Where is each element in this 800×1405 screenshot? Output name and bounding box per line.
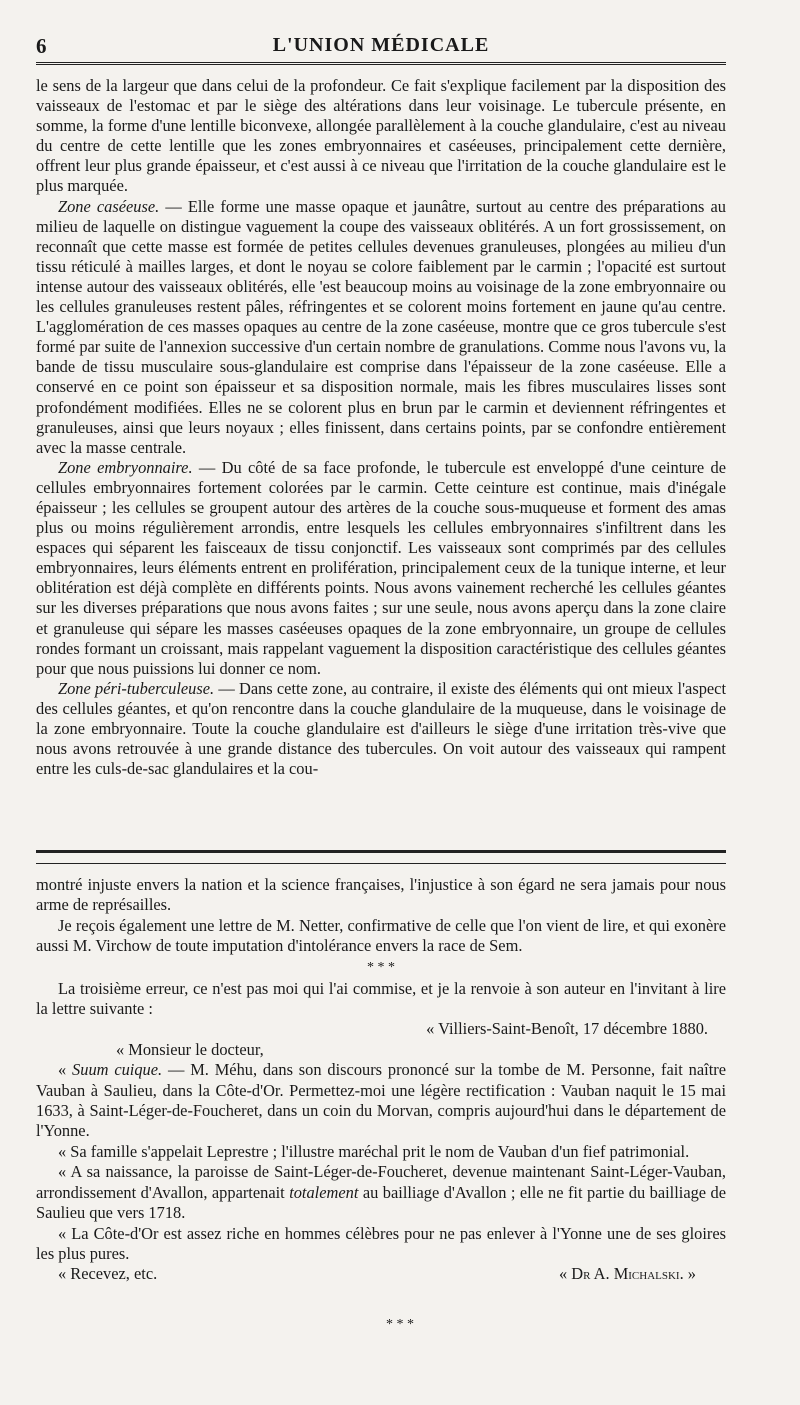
article-paragraph [36, 679, 726, 779]
emphasis: totalement [289, 1182, 359, 1202]
letter-text: au bailliage d'Avallon ; elle ne fit partie du bailliage de Saulieu que vers 1718. [36, 1182, 727, 1223]
article-paragraph: le sens de la largeur que dans celui de la profondeur. Ce fait s'explique facilement par la disposition des vaisseaux de l'estomac et par le siège des altérations dans leur voisinage. Le tubercule présente, en somme, la forme d'une lentille biconvexe, allongée parallèlement à la couche glandulaire, c'est au niveau du centre de cette lentille que les zones embryonnaires et caséeuses, principalement cette dernière, offrent leur plus grande épaisseur, et c'est aussi à ce niveau que l'irritation de la couche glandulaire est le plus marquée. [36, 76, 726, 196]
feuilleton-body [36, 875, 726, 1285]
letter-salutation: « Monsieur le docteur, [116, 1039, 264, 1059]
latin-phrase: Suum cuique. [72, 1060, 163, 1080]
letter-text: — M. Méhu, dans son discours prononcé sur la tombe de M. Personne, fait naître Vauban à Saulieu, dans la Côte-d'Or. Permettez-moi une légère rectification : Vauban naquit le 15 mai 1633, à Saint-Léger-de-Foucheret, dans un coin du Morvan, compris aujourd'hui dans le département de l'Yonne. [36, 1060, 726, 1141]
feuilleton-paragraph: montré injuste envers la nation et la science françaises, l'injustice à son égard ne sera jamais pour nous arme de représailles. [36, 875, 726, 915]
article-paragraph [36, 197, 726, 458]
page-header [36, 30, 726, 58]
article-paragraph [36, 458, 726, 679]
page-number: 6 [36, 34, 47, 58]
feuilleton-paragraph: Je reçois également une lettre de M. Netter, confirmative de celle que l'on vient de lire, et qui exonère aussi M. Virchow de toute imputation d'intolérance envers la race de Sem. [36, 915, 726, 956]
section-text: — Dans cette zone, au contraire, il existe des éléments qui ont mieux l'aspect des cellules géantes, et qu'on rencontre dans la couche glandulaire de la muqueuse, dans le voisinage de la zone embryonnaire. Toute la couche glandulaire est d'ailleurs le siège d'une irritation très-vive que nous avons retrouvée à une grande distance des tubercules. On voit autour des vaisseaux qui rampent entre les culs-de-sac glandulaires et la cou- [36, 678, 727, 779]
journal-title: L'UNION MÉDICALE [272, 34, 490, 56]
letter-paragraph [36, 1162, 726, 1223]
letter-paragraph: « La Côte-d'Or est assez riche en hommes célèbres pour ne pas enlever à l'Yonne une de ses gloires les plus pures. [36, 1223, 726, 1263]
letter-text: « A sa naissance, la paroisse de Saint-Léger-de-Foucheret, devenue maintenant Saint-Léger-Vauban, arrondissement d'Avallon, appartenait [36, 1162, 726, 1202]
section-title: Zone embryonnaire. [58, 457, 193, 477]
letter-paragraph: « Sa famille s'appelait Leprestre ; l'illustre maréchal prit le nom de Vauban d'un fief patrimonial. [58, 1141, 690, 1161]
header-rule [36, 62, 726, 65]
article-body [36, 76, 726, 779]
asterism: * * * [367, 959, 395, 975]
letter-signature: « Dr A. Michalski. » [559, 1264, 696, 1284]
section-title: Zone caséeuse. [58, 196, 160, 216]
section-title: Zone péri-tuberculeuse. [58, 678, 215, 698]
letter-date: « Villiers-Saint-Benoît, 17 décembre 1880. [426, 1019, 708, 1039]
letter-closing: « Recevez, etc. [58, 1264, 158, 1284]
feuilleton-paragraph: La troisième erreur, ce n'est pas moi qui l'ai commise, et je la renvoie à son auteur en l'invitant à lire la lettre suivante : [36, 978, 726, 1019]
letter-paragraph: « Suum cuique. — M. Méhu, dans son discours prononcé sur la tombe de M. Personne, fait naître Vauban à Saulieu, dans la Côte-d'Or. Permettez-moi une légère rectification : Vauban naquit le 15 mai 1633, à Saint-Léger-de-Foucheret, dans un coin du Morvan, compris aujourd'hui dans le département de l'Yonne. [36, 1060, 726, 1141]
letter-closing-line [36, 1264, 726, 1284]
section-text: — Du côté de sa face profonde, le tubercule est enveloppé d'une ceinture de cellules embryonnaires fortement colorées par le carmin. Cette ceinture est continue, mais d'inégale épaisseur ; les cellules se groupent autour des artères de la couche sous-muqueuse et forment des amas plus ou moins régulièrement arrondis, entre lesquels les cellules embryonnaires s'infiltrent dans les espaces qui séparent les faisceaux de tissu conjonctif. Les vaisseaux sont comprimés par des cellules embryonnaires, leurs éléments entrent en prolifération, principalement ceux de la tunique interne, et leur oblitération est déjà complète en différents points. Nous avons vainement recherché les cellules géantes sur les diverses préparations que nous avons faites ; sur une seule, nous avons aperçu dans la zone claire et granuleuse qui sépare les masses caséeuses opaques de la zone embryonnaire, un groupe de cellules rondes formant un croissant, mais rappelant vaguement la disposition caractéristique des cellules géantes pour que nous puissions lui donner ce nom. [36, 457, 726, 678]
asterism-bottom: * * * [386, 1317, 414, 1332]
feuilleton-divider [36, 850, 726, 864]
section-text: — Elle forme une masse opaque et jaunâtre, surtout au centre des préparations au milieu de laquelle on distingue vaguement la coupe des vaisseaux oblitérés. A un fort grossissement, on reconnaît que cette masse est formée de petites cellules devenues granuleuses, plongées au milieu d'un tissu réticulé à mailles larges, et dont le noyau se colore faiblement par le carmin ; l'opacité est surtout intense autour des vaisseaux oblitérés, elle 'est beaucoup moins au voisinage de la zone embryonnaire ou les cellules granuleuses restent pâles, réfringentes et se colorent moins fortement en jaune qu'au centre. L'agglomération de ces masses opaques au centre de la zone caséeuse, montre que ce gros tubercule s'est formé par suite de l'annexion successive d'un certain nombre de granulations. Comme nous l'avons vu, la bande de tissu musculaire sous-glandulaire est comprise dans l'épaisseur de la zone caséeuse. Elle a conservé en ce point son épaisseur et sa disposition normale, mais les fibres musculaires lisses sont profondément modifiées. Elles ne se colorent plus en brun par le carmin et deviennent réfringentes et granuleuses, ainsi que leurs noyaux ; elles finissent, dans certains points, par se confondre entièrement avec la masse centrale. [36, 196, 726, 457]
